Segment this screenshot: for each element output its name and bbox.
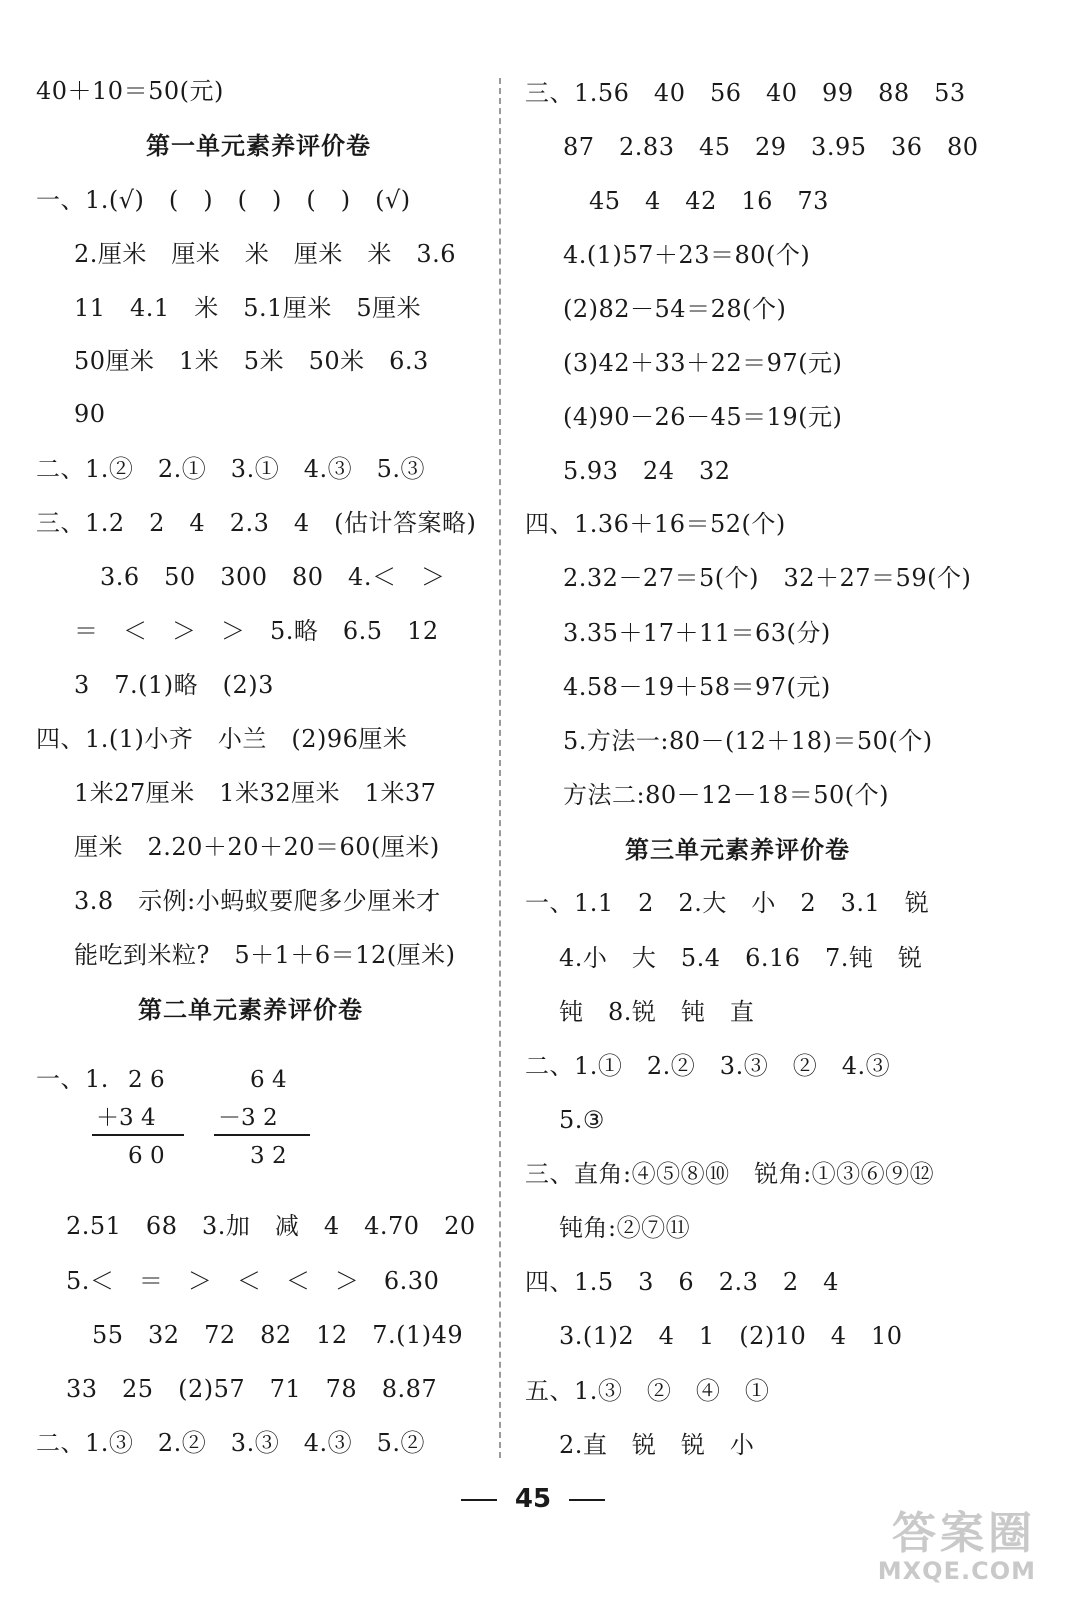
watermark-logo — [878, 1510, 1036, 1584]
answer-line: 四、1.(1)小齐 小兰 (2)96厘米 — [36, 725, 408, 753]
footer-dash-left — [461, 1499, 497, 1501]
answer-line: 钝角:②⑦⑪ — [559, 1214, 691, 1242]
section-heading-unit-2: 第二单元素养评价卷 — [138, 995, 363, 1024]
answer-line: 3.(1)2 4 1 (2)10 4 10 — [559, 1322, 903, 1350]
answer-line: 2.32－27＝5(个) 32＋27＝59(个) — [563, 564, 972, 592]
answer-line: 5.方法一:80－(12＋18)＝50(个) — [563, 727, 933, 755]
answer-line: (4)90－26－45＝19(元) — [563, 403, 843, 431]
watermark-title: 答案圈 — [892, 1508, 1036, 1559]
answer-line: 50厘米 1米 5米 50米 6.3 — [74, 347, 429, 375]
answer-line: 一、1.(√) ( ) ( ) ( ) (√) — [36, 186, 411, 214]
answer-line: 2.51 68 3.加 减 4 4.70 20 — [66, 1212, 476, 1240]
footer-dash-right — [569, 1499, 605, 1501]
answer-line: 方法二:80－12－18＝50(个) — [563, 781, 889, 809]
answer-line: 四、1.5 3 6 2.3 2 4 — [525, 1268, 839, 1296]
section-heading-unit-3: 第三单元素养评价卷 — [625, 835, 850, 864]
answer-line: 三、1.56 40 56 40 99 88 53 — [525, 79, 966, 107]
answer-line: 4.(1)57＋23＝80(个) — [563, 241, 811, 269]
answer-line: 3.8 示例:小蚂蚁要爬多少厘米才 — [74, 887, 441, 915]
answer-line: 五、1.③ ② ④ ① — [525, 1377, 770, 1405]
answer-line: 三、直角:④⑤⑧⑩ 锐角:①③⑥⑨⑫ — [525, 1160, 935, 1188]
column-divider — [499, 78, 501, 1458]
answer-line: 40＋10＝50(元) — [36, 77, 224, 105]
answer-line: 5.③ — [559, 1106, 605, 1134]
answer-line: 1米27厘米 1米32厘米 1米37 — [74, 779, 437, 807]
vertical-rule — [92, 1134, 184, 1136]
answer-line: 45 4 42 16 73 — [589, 187, 829, 215]
answer-line: 87 2.83 45 29 3.95 36 80 — [563, 133, 979, 161]
answer-line: 5.93 24 32 — [563, 457, 731, 485]
answer-line: 2.直 锐 锐 小 — [559, 1431, 755, 1459]
answer-line: 4.小 大 5.4 6.16 7.钝 锐 — [559, 944, 923, 972]
vertical-sum: 6 0 — [128, 1143, 165, 1169]
answer-line: 四、1.36＋16＝52(个) — [525, 510, 786, 538]
answer-line: 三、1.2 2 4 2.3 4 (估计答案略) — [36, 509, 477, 537]
section-heading-unit-1: 第一单元素养评价卷 — [146, 131, 371, 160]
answer-line: 33 25 (2)57 71 78 8.87 — [66, 1375, 438, 1403]
vertical-minuend: 6 4 — [250, 1067, 287, 1093]
watermark-url: MXQE.COM — [877, 1557, 1036, 1585]
answer-line: 90 — [74, 400, 106, 428]
answer-line: 一、1.1 2 2.大 小 2 3.1 锐 — [525, 889, 930, 917]
page-number: 45 — [514, 1484, 552, 1514]
vertical-addend-top: 2 6 — [128, 1067, 165, 1093]
answer-line: 二、1.③ 2.② 3.③ 4.③ 5.② — [36, 1429, 425, 1457]
vertical-addend-bottom: ＋3 4 — [96, 1105, 156, 1131]
answer-line: 3.6 50 300 80 4.＜ ＞ — [100, 563, 446, 591]
answer-line: 二、1.② 2.① 3.① 4.③ 5.③ — [36, 455, 425, 483]
vertical-subtrahend: －3 2 — [218, 1105, 278, 1131]
answer-line: ＝ ＜ ＞ ＞ 5.略 6.5 12 — [74, 617, 439, 645]
answer-line: 5.＜ ＝ ＞ ＜ ＜ ＞ 6.30 — [66, 1267, 440, 1295]
answer-line: 2.厘米 厘米 米 厘米 米 3.6 — [74, 240, 457, 268]
vertical-difference: 3 2 — [250, 1143, 287, 1169]
vertical-rule — [214, 1134, 310, 1136]
answer-line: 3.35＋17＋11＝63(分) — [563, 619, 831, 647]
answer-line: 55 32 72 82 12 7.(1)49 — [92, 1321, 464, 1349]
answer-line: 厘米 2.20＋20＋20＝60(厘米) — [74, 833, 440, 861]
answer-line: (2)82－54＝28(个) — [563, 295, 787, 323]
answer-line: 钝 8.锐 钝 直 — [559, 998, 755, 1026]
answer-line: 能吃到米粒? 5＋1＋6＝12(厘米) — [74, 941, 456, 969]
answer-line: 4.58－19＋58＝97(元) — [563, 673, 831, 701]
answer-line: 11 4.1 米 5.1厘米 5厘米 — [74, 294, 422, 322]
answer-line: 3 7.(1)略 (2)3 — [74, 671, 274, 699]
answer-line: (3)42＋33＋22＝97(元) — [563, 349, 843, 377]
answer-line: 二、1.① 2.② 3.③ ② 4.③ — [525, 1052, 891, 1080]
answer-line: 一、1. — [36, 1065, 109, 1093]
